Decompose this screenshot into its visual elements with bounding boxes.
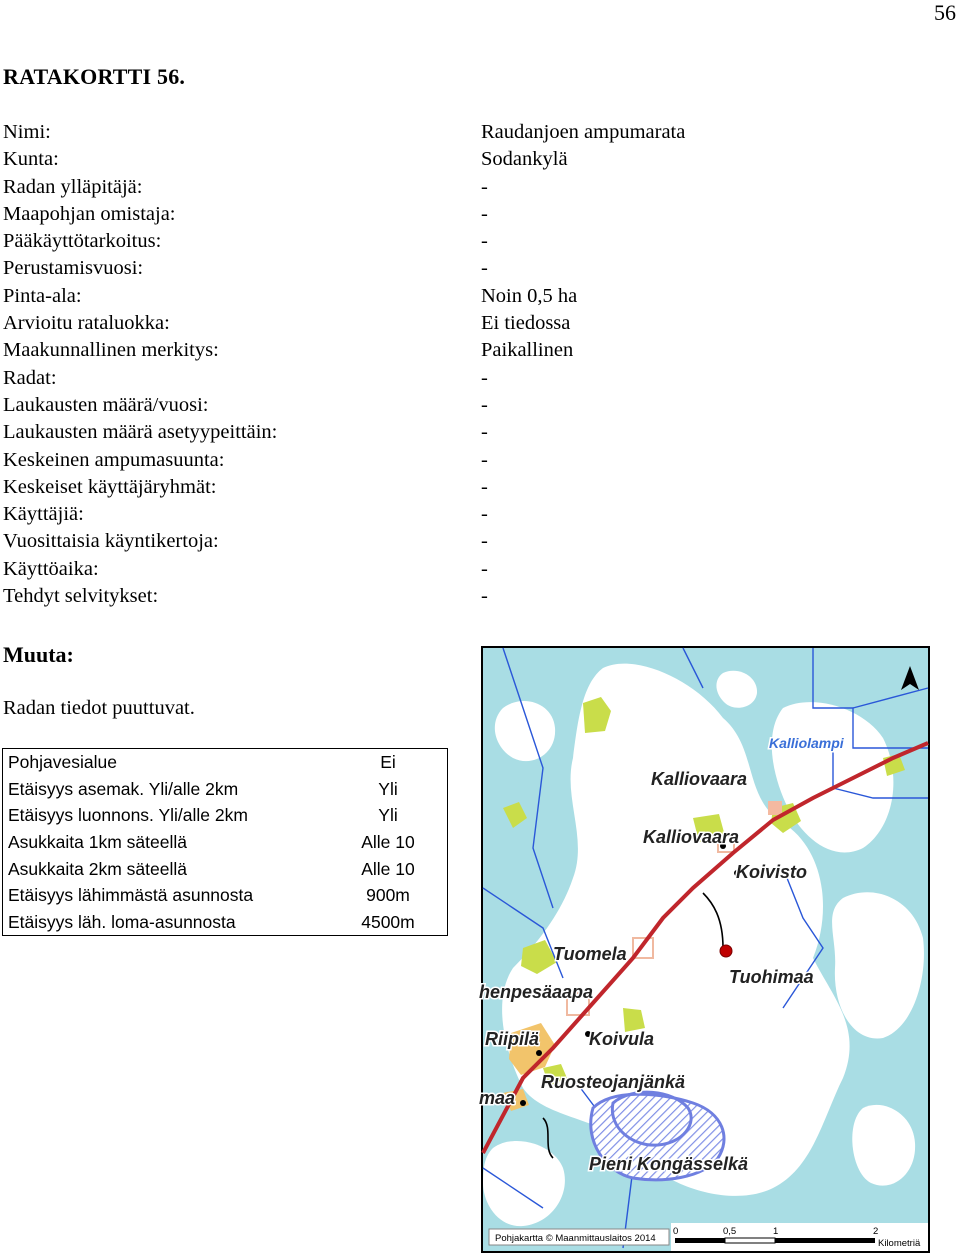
scale-tick-0-5: 0,5 bbox=[723, 1226, 737, 1237]
muuta-heading: Muuta: bbox=[3, 642, 74, 667]
field-value: - bbox=[481, 175, 488, 198]
map-village-dot bbox=[520, 1100, 526, 1106]
field-row-kayttoaika bbox=[3, 556, 763, 583]
field-label: Nimi: bbox=[3, 121, 51, 143]
field-label: Kunta: bbox=[3, 148, 59, 171]
field-label: Radat: bbox=[3, 366, 57, 389]
field-row-laukaukset-vuosi bbox=[3, 392, 763, 419]
muuta-text: Radan tiedot puuttuvat. bbox=[3, 697, 195, 719]
table-row bbox=[3, 855, 448, 882]
map-label-riipila: Riipilä bbox=[485, 1029, 540, 1049]
map-label-kalliolampi: Kalliolampi bbox=[769, 735, 844, 751]
scale-tick-0: 0 bbox=[673, 1226, 679, 1237]
field-value: Sodankylä bbox=[481, 148, 568, 171]
map-label-tuohimaa: Tuohimaa bbox=[729, 967, 814, 987]
field-row-radat bbox=[3, 365, 763, 392]
field-row-merkitys bbox=[3, 337, 763, 364]
map-label-kalliovaara-2: Kalliovaara bbox=[643, 827, 740, 847]
map-label-henpesaaapa: henpesäaapa bbox=[479, 982, 594, 1002]
page-number: 56 bbox=[934, 0, 956, 25]
field-row-laukaukset-asetyyppi bbox=[3, 419, 763, 446]
scale-tick-1: 1 bbox=[773, 1226, 779, 1237]
table-cell-label: Etäisyys lähimmästä asunnosta bbox=[8, 885, 254, 906]
field-row-kayttajia bbox=[3, 501, 763, 528]
map-building bbox=[768, 801, 782, 815]
table-cell-value: Ei bbox=[380, 752, 396, 773]
table-cell-label: Pohjavesialue bbox=[8, 752, 117, 773]
field-label: Perustamisvuosi: bbox=[3, 257, 144, 280]
field-label: Käyttöaika: bbox=[3, 557, 99, 580]
table-cell-value: 900m bbox=[366, 885, 410, 906]
shooting-range-marker bbox=[720, 945, 732, 957]
map-label-koivisto: Koivisto bbox=[736, 862, 808, 882]
map-village-dot bbox=[536, 1050, 542, 1056]
info-table bbox=[2, 748, 448, 936]
field-value: - bbox=[481, 421, 488, 444]
field-label: Arvioitu rataluokka: bbox=[3, 312, 170, 335]
map-canvas bbox=[479, 648, 928, 1251]
table-cell-label: Etäisyys läh. loma-asunnosta bbox=[8, 911, 236, 932]
field-row-selvitykset bbox=[3, 583, 763, 610]
field-value: Noin 0,5 ha bbox=[481, 284, 578, 307]
field-label: Laukausten määrä/vuosi: bbox=[3, 393, 209, 416]
field-value: - bbox=[481, 393, 488, 416]
field-value: - bbox=[481, 585, 488, 608]
field-value: - bbox=[481, 530, 488, 553]
table-cell-label: Asukkaita 2km säteellä bbox=[8, 858, 187, 879]
field-label: Keskeiset käyttäjäryhmät: bbox=[3, 475, 217, 498]
table-row bbox=[3, 909, 448, 936]
table-row bbox=[3, 749, 448, 776]
field-list bbox=[3, 119, 763, 610]
table-row bbox=[3, 802, 448, 829]
table-cell-value: Yli bbox=[378, 778, 398, 799]
table-cell-label: Etäisyys luonnons. Yli/alle 2km bbox=[8, 805, 248, 826]
field-value: - bbox=[481, 448, 488, 471]
table-cell-value: Alle 10 bbox=[361, 858, 415, 879]
field-row-omistaja bbox=[3, 201, 763, 228]
field-value: - bbox=[481, 202, 488, 225]
map-label-koivula: Koivula bbox=[589, 1029, 655, 1049]
field-label: Vuosittaisia käyntikertoja: bbox=[3, 530, 219, 553]
field-row-kayttajaryhmat bbox=[3, 474, 763, 501]
scale-tick-2: 2 bbox=[873, 1226, 879, 1237]
field-label: Radan ylläpitäjä: bbox=[3, 175, 143, 198]
field-row-kayttotarkoitus bbox=[3, 228, 763, 255]
field-row-yllapitaja bbox=[3, 174, 763, 201]
map-label-pieni-kongasselka: Pieni Kongässelkä bbox=[589, 1154, 749, 1174]
field-value: - bbox=[481, 257, 488, 280]
field-row-kayntikerrat bbox=[3, 528, 763, 555]
field-row-perustamisvuosi bbox=[3, 255, 763, 282]
field-value: Paikallinen bbox=[481, 339, 574, 362]
field-value: - bbox=[481, 366, 488, 389]
table-cell-value: 4500m bbox=[361, 911, 415, 932]
field-value: Raudanjoen ampumarata bbox=[481, 121, 686, 143]
table-cell-value: Alle 10 bbox=[361, 832, 415, 853]
field-label: Maakunnallinen merkitys: bbox=[3, 339, 219, 362]
field-label: Tehdyt selvitykset: bbox=[3, 585, 159, 608]
map-label-ruosteojanjanka: Ruosteojanjänkä bbox=[541, 1072, 686, 1092]
scale-unit: Kilometriä bbox=[878, 1238, 921, 1249]
field-value: - bbox=[481, 475, 488, 498]
map-label-maa: maa bbox=[479, 1088, 516, 1108]
field-label: Keskeinen ampumasuunta: bbox=[3, 448, 225, 471]
field-label: Pääkäyttötarkoitus: bbox=[3, 230, 162, 253]
table-row bbox=[3, 882, 448, 909]
map-scale-bar bbox=[671, 1223, 928, 1251]
field-value: Ei tiedossa bbox=[481, 312, 571, 335]
field-value: - bbox=[481, 557, 488, 580]
map-copyright: Pohjakartta © Maanmittauslaitos 2014 bbox=[495, 1233, 656, 1244]
field-row-nimi bbox=[3, 119, 763, 146]
field-value: - bbox=[481, 230, 488, 253]
table-cell-label: Etäisyys asemak. Yli/alle 2km bbox=[8, 778, 239, 799]
location-map bbox=[481, 646, 930, 1253]
table-row bbox=[3, 776, 448, 803]
field-label: Pinta-ala: bbox=[3, 284, 82, 307]
table-cell-label: Asukkaita 1km säteellä bbox=[8, 832, 187, 853]
map-label-kalliovaara: Kalliovaara bbox=[651, 769, 748, 789]
field-row-kunta bbox=[3, 146, 763, 173]
card-title: RATAKORTTI 56. bbox=[3, 64, 186, 89]
field-row-pinta-ala bbox=[3, 283, 763, 310]
field-label: Laukausten määrä asetyypeittäin: bbox=[3, 421, 278, 444]
field-label: Käyttäjiä: bbox=[3, 503, 84, 526]
table-cell-value: Yli bbox=[378, 805, 398, 826]
field-row-rataluokka bbox=[3, 310, 763, 337]
field-label: Maapohjan omistaja: bbox=[3, 202, 176, 225]
table-row bbox=[3, 829, 448, 856]
field-row-ampumasuunta bbox=[3, 447, 763, 474]
field-value: - bbox=[481, 503, 488, 526]
map-label-tuomela: Tuomela bbox=[553, 944, 627, 964]
